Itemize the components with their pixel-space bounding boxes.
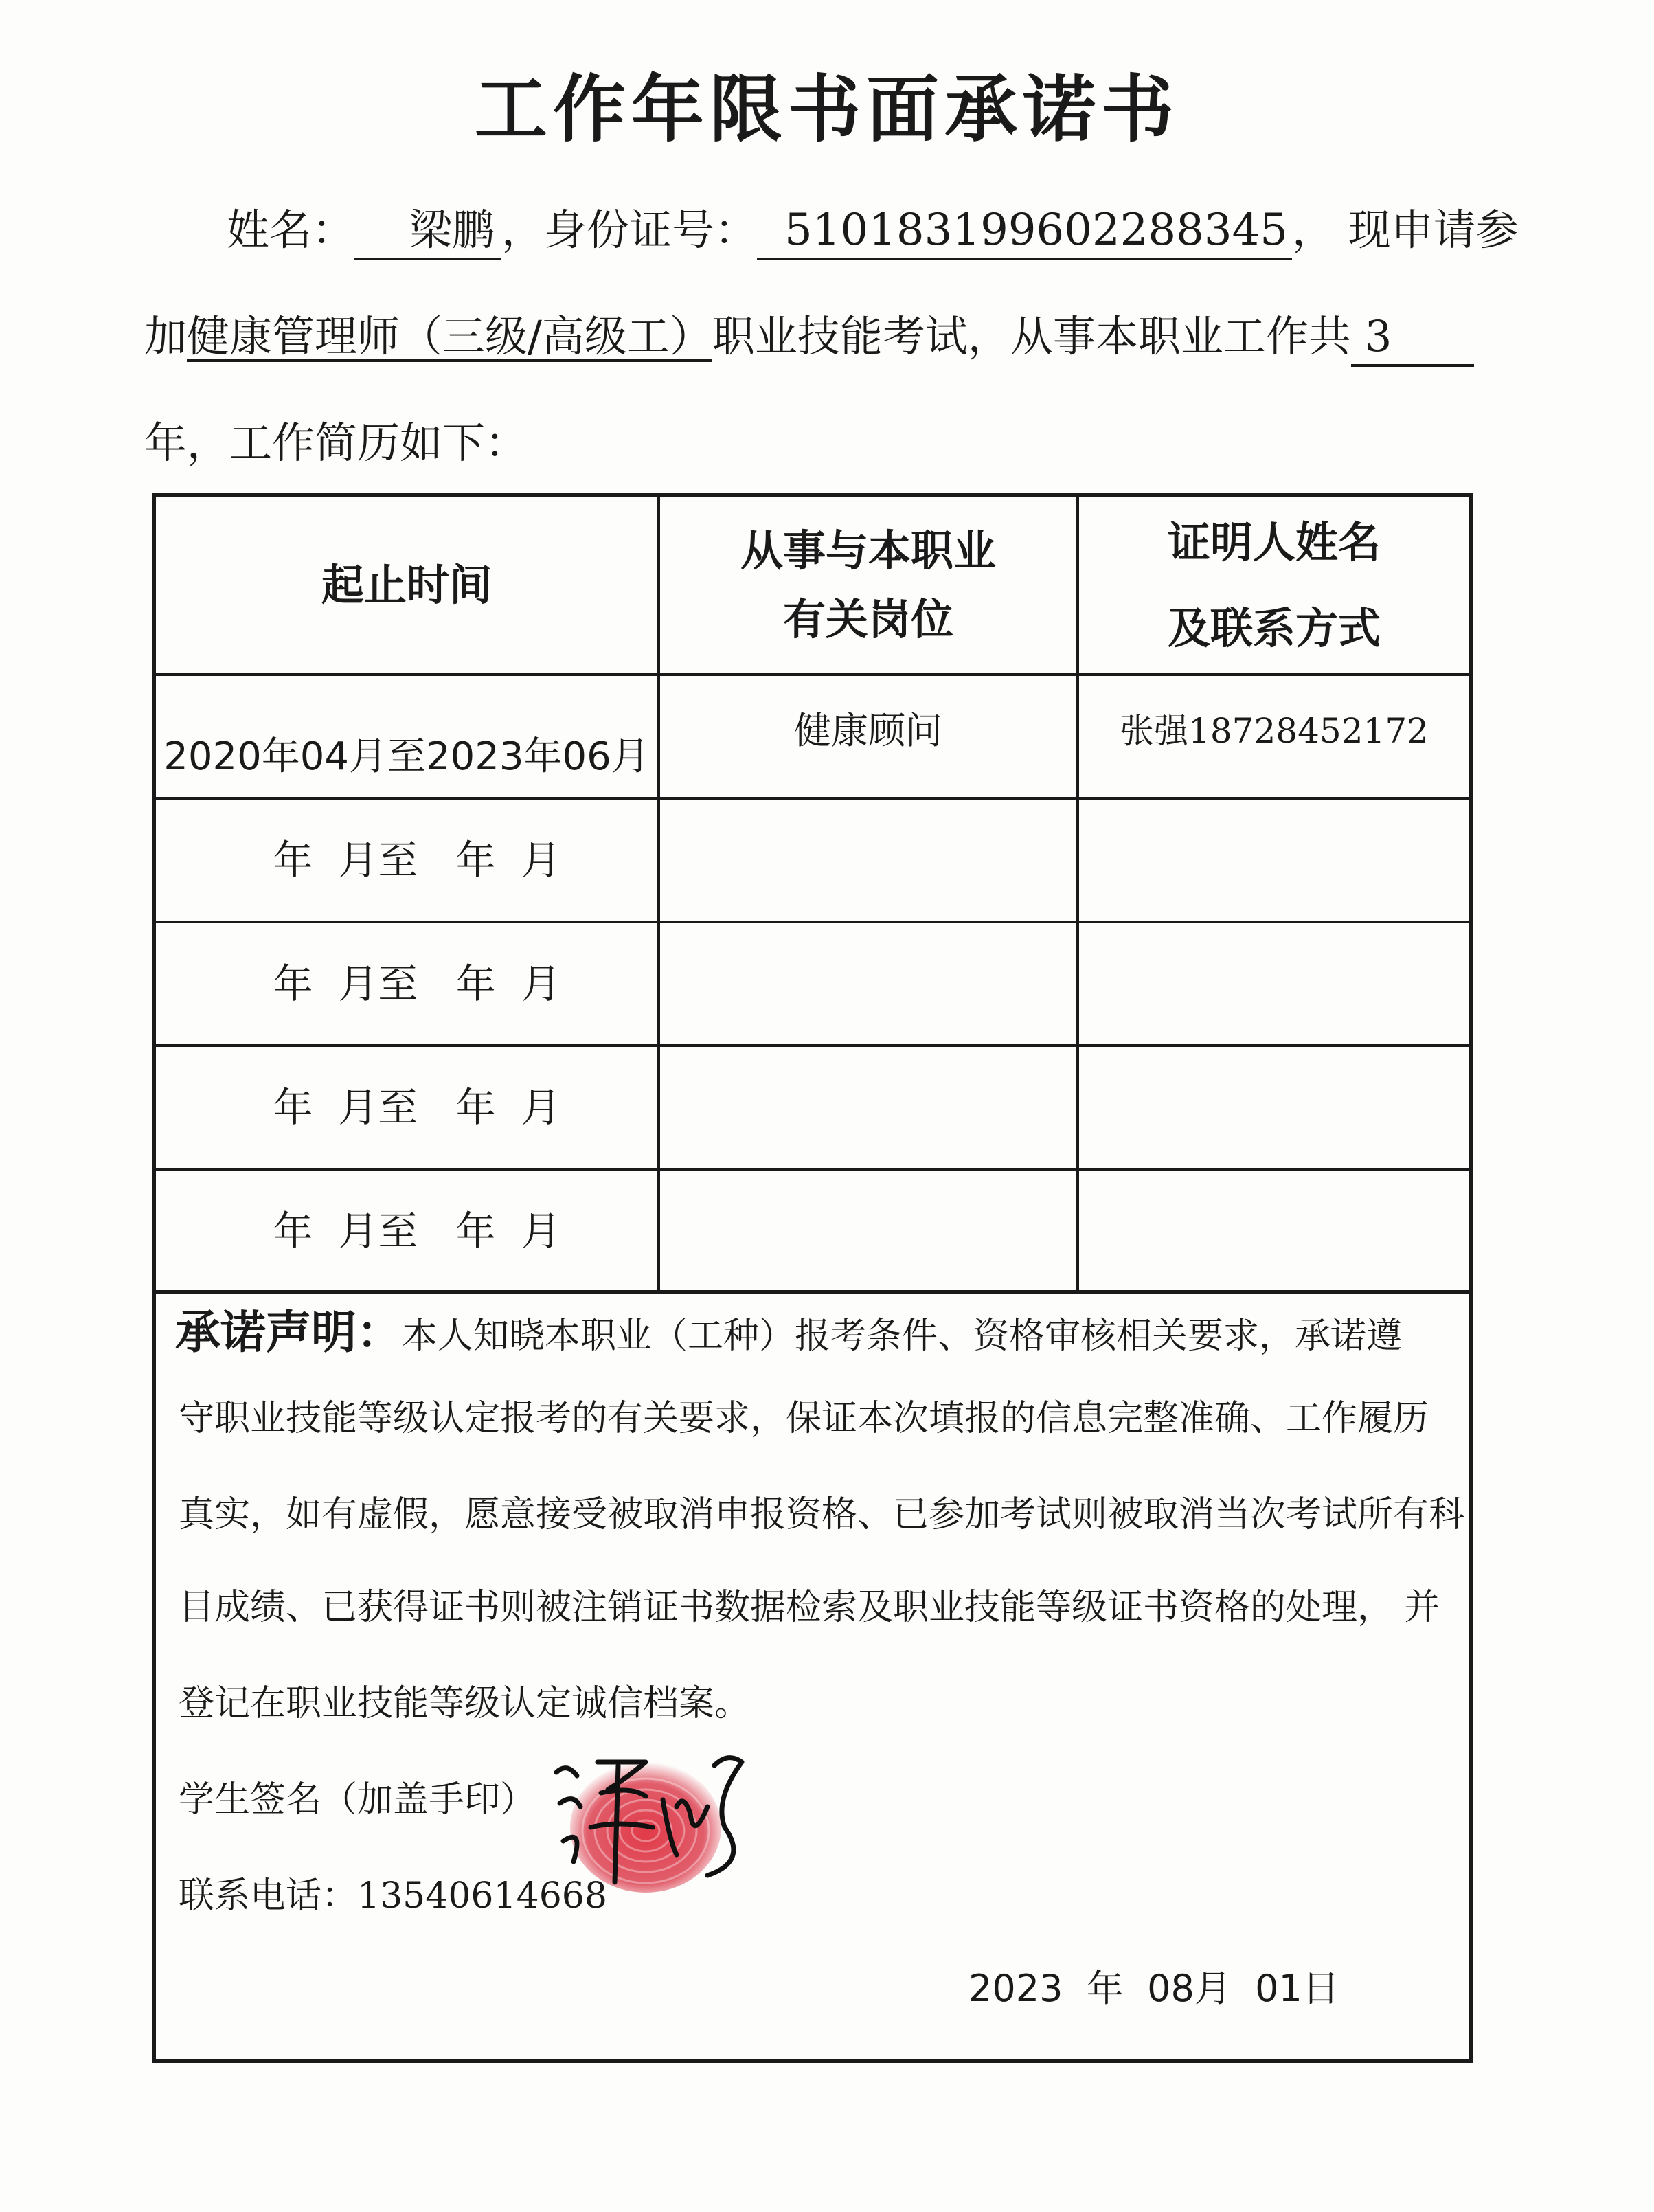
declaration-text-1: 本人知晓本职业（工种）报考条件、资格审核相关要求，承诺遵 <box>402 1316 1403 1357</box>
row-5-witness <box>1079 1171 1469 1291</box>
row-4-witness <box>1079 1047 1469 1168</box>
line2-mid: 职业技能考试，从事本职业工作共 <box>712 311 1351 361</box>
intro-line-3: 年，工作简历如下： <box>144 418 528 468</box>
declaration-line-2: 守职业技能等级认定报考的有关要求，保证本次填报的信息完整准确、工作履历 <box>179 1398 1429 1439</box>
header-position <box>660 497 1076 673</box>
declaration-line-4: 目成绩、已获得证书则被注销证书数据检索及职业技能等级证书资格的处理， 并 <box>179 1587 1440 1628</box>
signing-date: 2023 年 08月 01日 <box>968 1967 1339 2010</box>
header-position-line1: 从事与本职业 <box>740 525 996 576</box>
header-witness-line2: 及联系方式 <box>1167 602 1381 653</box>
header-position-line2: 有关岗位 <box>782 594 953 644</box>
header-witness-line1: 证明人姓名 <box>1167 517 1381 567</box>
name-label: 姓名： <box>227 205 355 255</box>
document-title: 工作年限书面承诺书 <box>475 67 1179 152</box>
signature-label: 学生签名（加盖手印） <box>179 1779 536 1820</box>
intro-line-2 <box>144 306 1474 368</box>
id-number-value: 510183199602288345 <box>757 203 1292 260</box>
declaration-line-5: 登记在职业技能等级认定诚信档案。 <box>179 1683 751 1724</box>
row-1-period: 2020年04月至2023年06月 <box>163 734 650 779</box>
row-3-period: 年 月至 年 月 <box>273 960 561 1007</box>
id-label: ，身份证号： <box>501 205 758 255</box>
phone-label: 联系电话： <box>179 1875 358 1917</box>
row-2-position <box>660 800 1076 921</box>
row-3-witness <box>1079 923 1469 1044</box>
intro-line-1 <box>227 199 1519 261</box>
apply-text: ， 现申请参 <box>1291 205 1519 255</box>
phone-value: 13540614668 <box>357 1875 607 1917</box>
row-1-witness: 张强18728452172 <box>1120 711 1429 751</box>
phone-line <box>179 1872 607 1920</box>
row-5-period: 年 月至 年 月 <box>273 1208 561 1254</box>
years-value: 3 <box>1351 309 1474 367</box>
row-4-period: 年 月至 年 月 <box>273 1084 561 1131</box>
row-4-position <box>660 1047 1076 1168</box>
row-3-position <box>660 923 1076 1044</box>
header-period: 起止时间 <box>321 559 492 610</box>
declaration-line-3: 真实，如有虚假，愿意接受被取消申报资格、已参加考试则被取消当次考试所有科 <box>179 1494 1465 1535</box>
row-2-period: 年 月至 年 月 <box>273 837 561 883</box>
row-5-position <box>660 1171 1076 1291</box>
work-history-table <box>152 493 1473 1294</box>
line2-prefix: 加 <box>144 311 188 361</box>
declaration-line-1 <box>175 1306 1403 1360</box>
exam-name: 健康管理师（三级/高级工） <box>187 311 712 361</box>
row-1-position: 健康顾问 <box>794 709 942 752</box>
header-witness <box>1079 497 1469 673</box>
row-2-witness <box>1079 800 1469 921</box>
name-value: 梁鹏 <box>354 203 501 260</box>
declaration-heading: 承诺声明： <box>175 1306 402 1359</box>
